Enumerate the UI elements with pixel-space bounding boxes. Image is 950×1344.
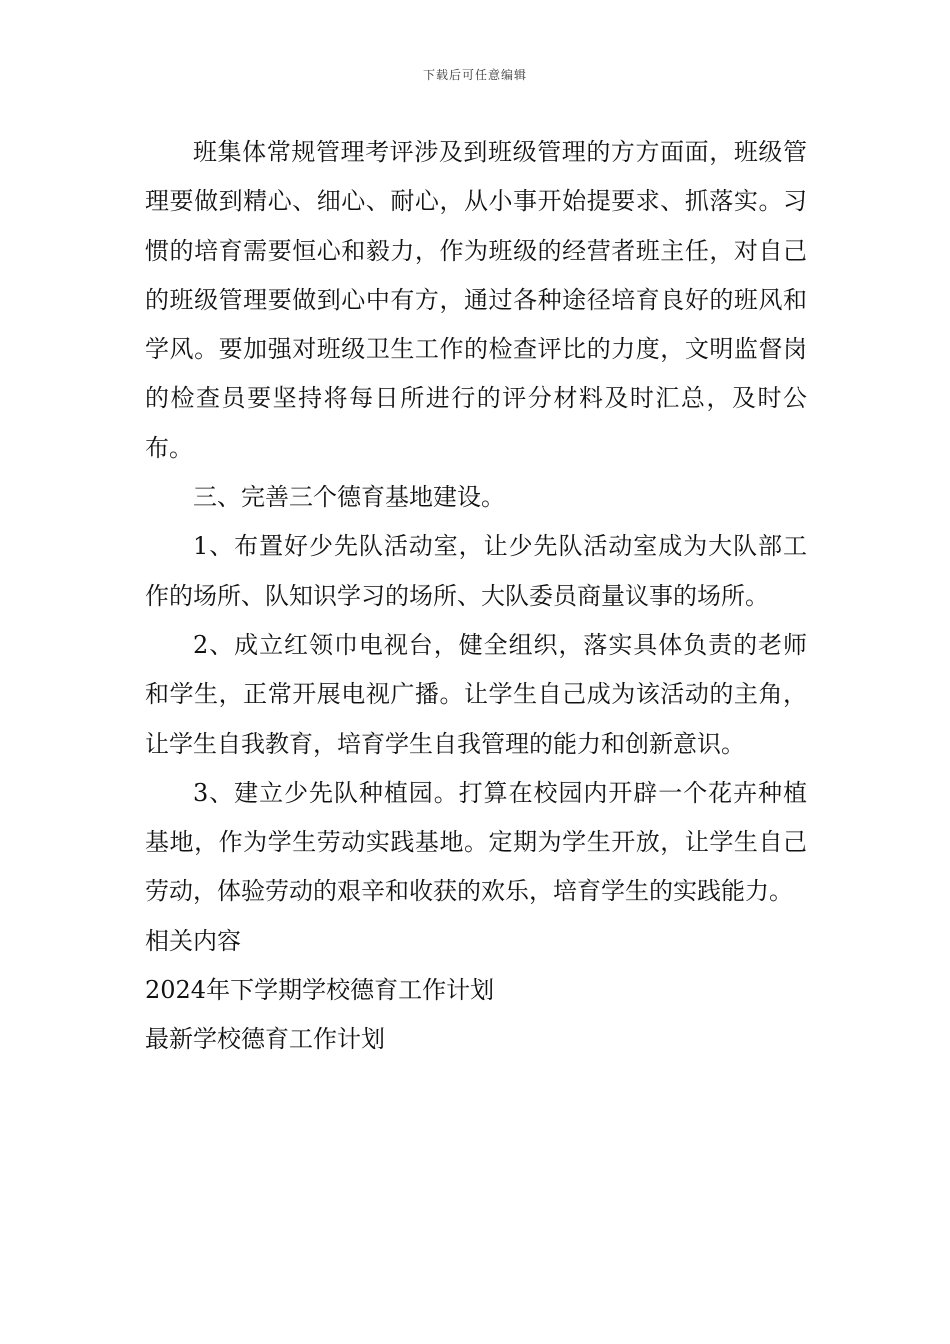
paragraph-tv-station: 2、成立红领巾电视台，健全组织，落实具体负责的老师和学生，正常开展电视广播。让学生自己成为该活动的主角，让学生自我教育，培育学生自我管理的能力和创新意识。 — [145, 630, 807, 758]
section-heading-moral-bases: 三、完善三个德育基地建设。 — [193, 483, 505, 512]
header-note: 下载后可任意编辑 — [422, 68, 527, 82]
paragraph-pioneer-room: 1、布置好少先队活动室，让少先队活动室成为大队部工作的场所、队知识学习的场所、大队委员商量议事的场所。 — [145, 532, 807, 610]
document-body — [145, 128, 807, 1065]
related-heading: 相关内容 — [145, 926, 241, 955]
paragraph-class-management: 班集体常规管理考评涉及到班级管理的方方面面，班级管理要做到精心、细心、耐心，从小事开始提要求、抓落实。习惯的培育需要恒心和毅力，作为班级的经营者班主任，对自己的班级管理要做到心中有方，通过各种途径培育良好的班风和学风。要加强对班级卫生工作的检查评比的力度，文明监督岗的检查员要坚持将每日所进行的评分材料及时汇总，及时公布。 — [145, 138, 807, 462]
related-link[interactable]: 2024年下学期学校德育工作计划 — [145, 976, 495, 1005]
paragraph-planting-garden: 3、建立少先队种植园。打算在校园内开辟一个花卉种植基地，作为学生劳动实践基地。定期为学生开放，让学生自己劳动，体验劳动的艰辛和收获的欢乐，培育学生的实践能力。 — [145, 778, 807, 906]
related-link[interactable]: 最新学校德育工作计划 — [145, 1025, 385, 1054]
